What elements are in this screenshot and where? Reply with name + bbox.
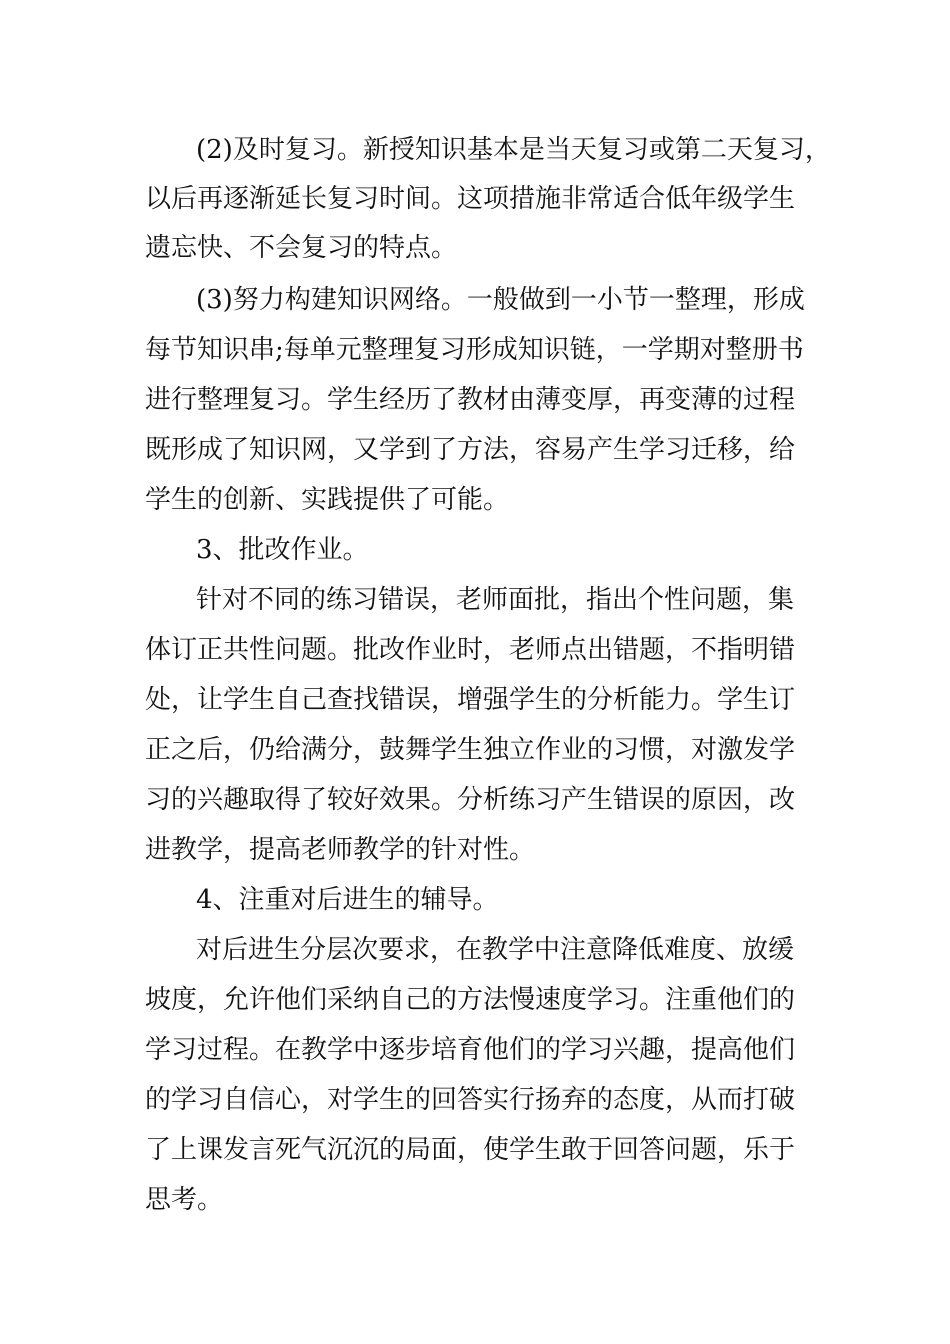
paragraph-line: 处，让学生自己查找错误，增强学生的分析能力。学生订 xyxy=(145,685,796,715)
paragraph-line: 以后再逐渐延长复习时间。这项措施非常适合低年级学生 xyxy=(145,184,796,214)
paragraph-line: 了上课发言死气沉沉的局面，使学生敢于回答问题，乐于 xyxy=(145,1135,796,1165)
section-heading: 3、批改作业。 xyxy=(196,535,369,565)
paragraph-line: 进行整理复习。学生经历了教材由薄变厚，再变薄的过程 xyxy=(145,385,796,415)
paragraph-line: 对后进生分层次要求，在教学中注意降低难度、放缓 xyxy=(196,935,795,965)
paragraph-line: 体订正共性问题。批改作业时，老师点出错题，不指明错 xyxy=(145,635,796,665)
section-heading: 4、注重对后进生的辅导。 xyxy=(196,885,499,915)
paragraph-line: 学习过程。在教学中逐步培育他们的学习兴趣，提高他们 xyxy=(145,1035,796,1065)
paragraph-line: 的学习自信心，对学生的回答实行扬弃的态度，从而打破 xyxy=(145,1085,796,1115)
paragraph-line: 思考。 xyxy=(145,1185,224,1215)
paragraph-line: 坡度，允许他们采纳自己的方法慢速度学习。注重他们的 xyxy=(145,985,796,1015)
paragraph-line: 遗忘快、不会复习的特点。 xyxy=(145,233,458,263)
paragraph-line: 学生的创新、实践提供了可能。 xyxy=(145,485,510,515)
paragraph-line: (2)及时复习。新授知识基本是当天复习或第二天复习， xyxy=(196,135,831,165)
paragraph-line: 进教学，提高老师教学的针对性。 xyxy=(145,835,536,865)
paragraph-line: (3)努力构建知识网络。一般做到一小节一整理，形成 xyxy=(196,285,805,315)
paragraph-line: 正之后，仍给满分，鼓舞学生独立作业的习惯，对激发学 xyxy=(145,735,796,765)
paragraph-line: 习的兴趣取得了较好效果。分析练习产生错误的原因，改 xyxy=(145,785,796,815)
paragraph-line: 每节知识串;每单元整理复习形成知识链，一学期对整册书 xyxy=(145,335,804,365)
paragraph-line: 针对不同的练习错误，老师面批，指出个性问题，集 xyxy=(196,585,795,615)
paragraph-line: 既形成了知识网，又学到了方法，容易产生学习迁移，给 xyxy=(145,435,796,465)
